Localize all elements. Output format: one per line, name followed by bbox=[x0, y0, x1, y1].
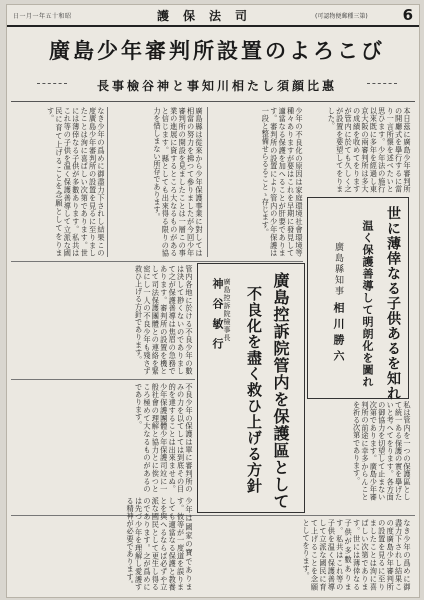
article-column: 少年の不良化の原因は家庭環境社會環境等種々ありますが要はこれを早期に發見して適當なる保護を加へることが肝要であります。審判所の設置により管内の少年保護は一段と整備せらるることゝ存じます。 bbox=[261, 107, 304, 257]
article-column: 本日茲に廣島少年審判所の開廳式を擧行するに當り一言所懐を述べたいと思ひます。少年法の施行以來既に多年を經過し東京大阪の兩審判所は多大の成績を收めてをりますが管内に於ても久しく之が設置を要望してをりました。 bbox=[327, 107, 412, 193]
divider bbox=[207, 107, 208, 257]
sidebar-title: 世に薄倖なる子供あるを知れ bbox=[385, 206, 401, 401]
article-column: 管内各地に於ける不良少年の數は決して尠くないのでありまして之が保護善導は焦眉の急務であります。審判所の設置を機として司法保護團體との連絡を緊密にし一人の不良少年も殘さず救ひ上げる方針であります。 bbox=[134, 265, 194, 375]
sidebar-author-name: 相川勝六 bbox=[332, 301, 345, 366]
divider bbox=[37, 83, 67, 85]
sidebar-author bbox=[332, 242, 344, 366]
article-column: 少年は國家の寶であります。彼等が一度道を誤りましても適當なる保護と教養とを與へるならば必ずや立派な國民として更生し得るのであります。之が爲めには先づ少年を理解し愛護する精神が必要であります。 bbox=[126, 497, 194, 591]
article-column: 不良少年の保護は單に審判所のみの力を以てしては到底その目的を達することは出來ませぬ。少年保護團體少年保護司竝に一般社會の理解と協力とに俟つところ極めて大なるものがあるのであります。 bbox=[134, 383, 194, 493]
newspaper-page bbox=[6, 4, 420, 598]
publication-name: 護保法司 bbox=[157, 9, 262, 23]
divider bbox=[11, 101, 415, 102]
main-article-author bbox=[212, 278, 232, 358]
article-column: なき少年の爲めに御盡力下されし結果この度廣島少年審判所の設置を見るに至りましたことは洵に喜ばしい次第であります。世には薄倖なる子供が多數あります。私共はこれ等の子供を温く保護善導して立派な國民に育て上げることを念願としてをります。 bbox=[46, 107, 106, 257]
article-column: なき少年の爲めに御盡力下されし結果この度廣島少年審判所の設置を見るに至りましたことは洵に喜ばしい次第であります。世には薄倖なる子供が多數あります。私共はこれ等の子供を温く保護善導して立派な國民に育て上げることを念願としてをります。 bbox=[302, 519, 412, 591]
article-column: 私は管内を一つの保護區として統一ある保護の實を擧げたいと考へてをります。各方面の御協力を切望して止まない次第であります。廣島少年審判所の前途に幸多からんことを祈る次第であります。 bbox=[352, 401, 412, 501]
main-article-title-line1: 廣島控訴院管内を保護區として bbox=[271, 272, 290, 510]
headline-title: 廣島少年審判所設置のよろこび bbox=[49, 38, 385, 63]
divider bbox=[107, 107, 108, 257]
divider bbox=[367, 83, 397, 85]
main-article-heading bbox=[197, 263, 305, 513]
main-article-author-title: 廣島控訴院檢事長 bbox=[223, 278, 231, 342]
page-number: 6 bbox=[402, 6, 413, 24]
main-article-title-line2: 不良化を盡く救ひ上げる方針 bbox=[245, 286, 263, 494]
postal-notice: (可認物便郵種三第) bbox=[315, 13, 368, 20]
issue-date: 日一月一年五十和昭 bbox=[13, 13, 72, 20]
divider bbox=[11, 261, 303, 262]
sidebar-article-heading bbox=[307, 197, 409, 399]
running-header bbox=[7, 5, 419, 27]
sidebar-author-title: 廣島縣知事 bbox=[333, 242, 343, 297]
divider bbox=[11, 379, 195, 380]
article-column: 廣島縣は從來から少年保護事業に對しては相當の努力を拂つて參りましたが今回少年審判所の開設を見ましたことは一層この事業の進展に資するところ大なるものがあると信じます。縣としても出來得る限りの協力を惜しまない所存であります。 bbox=[152, 107, 204, 257]
sidebar-subtitle: 温く保護善導して明朗化を圖れ bbox=[361, 220, 374, 388]
main-article-author-name: 神谷敏行 bbox=[211, 278, 224, 358]
headline-subtitle: 長事檢谷神と事知川相たし須顔比惠 bbox=[96, 79, 337, 93]
